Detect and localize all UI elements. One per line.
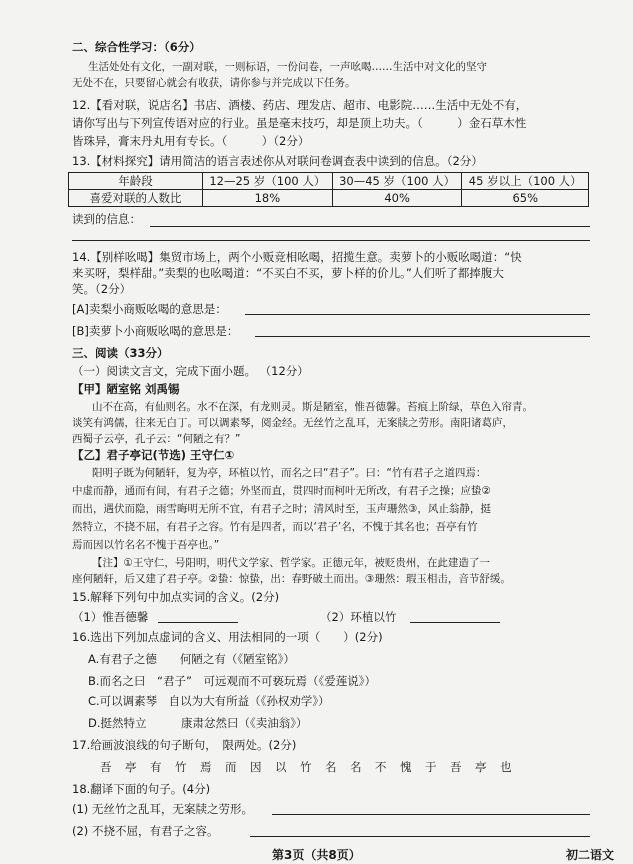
q15-item1-answer-line[interactable] [158,622,238,623]
q17-char: 竹 [175,760,187,774]
q17-char: 吾 [450,760,462,774]
q17-char: 也 [500,760,512,774]
q18-item2-answer-line[interactable] [250,836,590,837]
section3-sub1: （一）阅读文言文，完成下面小题。 （12分） [72,364,309,378]
subject-label: 初二语文 [566,848,615,862]
q14-b-label: [B]卖萝卜小商贩吆喝的意思是： [72,324,239,338]
q14-line1: 14.【别样吆喝】集贸市场上，两个小贩竞相吆喝，招揽生意。卖萝卜的小贩吆喝道：“快 [72,250,522,264]
survey-header-cell: 45 岁以上（100 人） [462,173,589,190]
q16-option-a: A.有君子之德 何陋之有（《陋室铭》） [88,652,295,666]
q12-line2: 请你写出与下列宣传语对应的行业。虽是毫末技巧，却是顶上功夫。（ ）金石草木性 [72,116,527,130]
survey-header-cell: 12—25 岁（100 人） [203,173,333,190]
q18-prompt: 18.翻译下面的句子。(4分) [72,782,211,796]
survey-cell: 65% [462,190,589,207]
survey-table [68,172,589,207]
q17-char: 以 [275,760,287,774]
q17-char: 名 [325,760,337,774]
survey-table-header [69,173,589,190]
page-number: 第3页（共8页） [272,848,361,862]
q15-prompt: 15.解释下列句中加点实词的含义。(2分) [72,590,280,604]
q13-prompt: 13.【材料探究】请用简洁的语言表述你从对联问卷调查表中读到的信息。（2分） [72,154,483,168]
q17-char: 有 [150,760,162,774]
section2-intro-line2: 无处不在，只要留心就会有收获，请你参与并完成以下任务。 [72,77,356,89]
q17-prompt: 17.给画波浪线的句子断句， 限两处。(2分) [72,738,297,752]
q17-char: 竹 [300,760,312,774]
q17-char: 亭 [125,760,137,774]
q14-line3: 笑。（2分） [72,282,132,296]
q14-a-answer-line[interactable] [245,314,590,315]
yi-line5: 焉而因以竹名名不愧于吾亭也。” [72,539,220,551]
survey-header-cell: 年龄段 [69,173,203,190]
q17-char: 因 [250,760,262,774]
yi-line3: 而出，遇伏而隐，雨雪晦明无所不宜，有君子之时；清风时至，玉声珊然③，风止翁静，挺 [72,503,491,515]
q15-item1: （1）惟吾德馨 [72,610,149,624]
q16-prompt: 16.选出下列加点虚词的含义、用法相同的一项（ ）(2分) [72,630,383,644]
q16-option-b: B.而名之曰 “君子” 可远观而不可亵玩焉（《爱莲说》） [88,674,376,688]
q17-sentence [100,760,520,776]
q17-char: 名 [350,760,362,774]
section2-intro-line1: 生活处处有文化，一副对联，一则标语，一份问卷，一声吆喝……生活中对文化的坚守 [88,61,487,73]
q15-item2-answer-line[interactable] [410,622,500,623]
jia-title: 【甲】陋室铭 刘禹锡 [72,382,180,396]
q13-answer-line-2[interactable] [72,240,590,241]
yi-title: 【乙】君子亭记(节选) 王守仁① [72,448,235,462]
yi-line2: 中虚而静，通而有间，有君子之德；外坚而直，贯四时而柯叶无所改，有君子之操；应蛰② [72,485,491,497]
q13-info-label: 读到的信息： [72,212,141,226]
jia-line2: 谈笑有鸿儒，往来无白丁。可以调素琴，阅金经。无丝竹之乱耳，无案牍之劳形。南阳诸葛庐， [72,417,513,429]
q12-line3: 皆珠异，膏末丹丸用有专长。（ ）（2分） [72,134,310,148]
q17-char: 于 [425,760,437,774]
yi-line4: 然特立，不挠不屈，有君子之容。竹有是四者，而以‘君子’名，不愧于其名也；吾亭有竹 [72,521,478,533]
q17-char: 亭 [475,760,487,774]
q16-option-c: C.可以调素琴 自以为大有所益（《孙权劝学》） [88,694,330,708]
q17-char: 不 [375,760,387,774]
q14-b-answer-line[interactable] [255,336,590,337]
q18-item2: (2) 不挠不屈，有君子之容。 [72,824,219,838]
note-line1: 【注】①王守仁，号阳明，明代文学家、哲学家。正德元年，被贬贵州，在此建造了一 [92,557,490,569]
survey-cell: 18% [203,190,333,207]
section3-heading: 三、阅读（33分） [72,346,169,360]
q18-item1: (1) 无丝竹之乱耳，无案牍之劳形。 [72,802,253,816]
q17-char: 吾 [100,760,112,774]
note-line2: 座何陋轩，后又建了君子亭。②蛰：惊蛰，出：春野破土而出。③珊然：瑕玉相击，音节舒缓。 [72,573,511,585]
jia-line1: 山不在高，有仙则名。水不在深，有龙则灵。斯是陋室，惟吾德馨。苔痕上阶绿，草色入帘青。 [92,401,533,413]
yi-line1: 阳明子既为何陋轩，复为亭，环植以竹，而名之曰“君子”。曰：“竹有君子之道四焉： [92,467,487,479]
q16-option-d: D.挺然特立 康肃忿然曰（《卖油翁》） [88,716,308,730]
survey-header-cell: 30—45 岁（100 人） [332,173,462,190]
q17-char: 愧 [400,760,412,774]
q15-item2: （2）环植以竹 [320,610,397,624]
survey-cell: 40% [332,190,462,207]
survey-table-row [69,190,589,207]
section2-heading: 二、综合性学习：（6分） [72,40,201,54]
q12-line1: 12.【看对联，说店名】书店、酒楼、药店、理发店、超市、电影院……生活中无处不有， [72,98,528,112]
q13-answer-line-1[interactable] [150,226,590,227]
q17-char: 焉 [200,760,212,774]
q18-item1-answer-line[interactable] [272,814,590,815]
q14-line2: 来买呀，梨样甜。”卖梨的也吆喝道：“不买白不买，萝卜样的价儿。”人们听了都捧腹大 [72,266,504,280]
survey-row-label: 喜爱对联的人数比 [69,190,203,207]
q14-a-label: [A]卖梨小商贩吆喝的意思是： [72,302,227,316]
q17-char: 而 [225,760,237,774]
jia-line3: 西蜀子云亭，孔子云：“何陋之有？” [72,433,241,445]
